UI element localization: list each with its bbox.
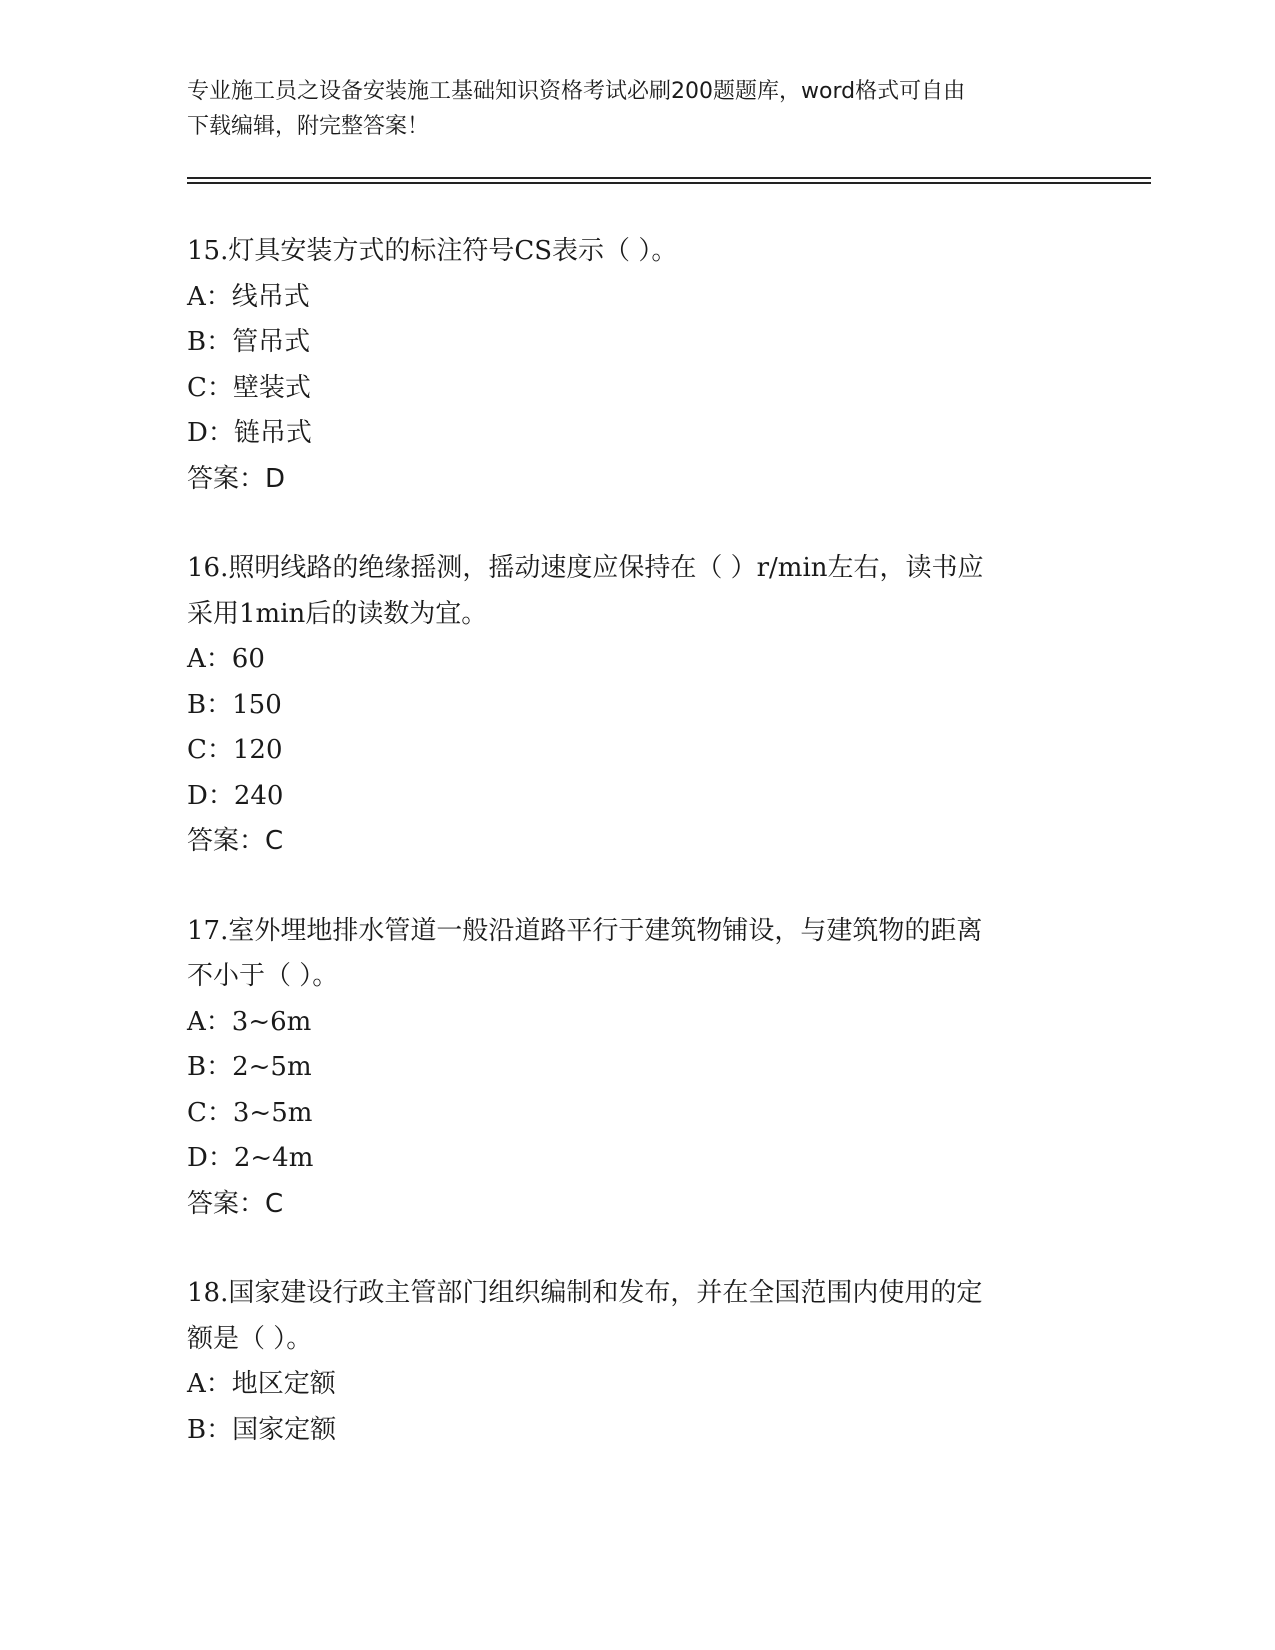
question-list xyxy=(187,229,1087,1497)
question-stem-line-1: 18.国家建设行政主管部门组织编制和发布，并在全国范围内使用的定 xyxy=(187,1278,983,1308)
header-divider-bottom xyxy=(187,182,1151,184)
option-c: C：120 xyxy=(187,735,283,765)
option-a: A：线吊式 xyxy=(187,281,310,312)
question-stem-line-1: 17.室外埋地排水管道一般沿道路平行于建筑物铺设，与建筑物的距离 xyxy=(187,915,983,946)
question-stem-line-2: 不小于（ ）。 xyxy=(187,961,339,991)
question-16 xyxy=(187,546,1087,865)
document-header xyxy=(187,74,1087,144)
option-b: B：管吊式 xyxy=(187,327,311,357)
option-a: A：60 xyxy=(187,644,265,674)
option-c: C：壁装式 xyxy=(187,372,311,403)
question-stem-line-1: 16.照明线路的绝缘摇测，摇动速度应保持在（ ）r/min左右，读书应 xyxy=(187,553,984,583)
question-stem: 15.灯具安装方式的标注符号CS表示（ ）。 xyxy=(187,236,678,266)
question-stem-line-2: 额是（ ）。 xyxy=(187,1323,313,1354)
option-b: B：国家定额 xyxy=(187,1414,337,1445)
question-17 xyxy=(187,909,1087,1228)
option-a: A：3~6m xyxy=(187,1006,312,1037)
option-a: A：地区定额 xyxy=(187,1369,336,1399)
option-d: D：240 xyxy=(187,780,284,811)
option-c: C：3~5m xyxy=(187,1097,313,1128)
answer-line: 答案：D xyxy=(187,463,286,494)
option-d: D：链吊式 xyxy=(187,418,312,448)
question-18 xyxy=(187,1271,1087,1453)
option-b: B：2~5m xyxy=(187,1052,312,1082)
question-stem-line-2: 采用1min后的读数为宜。 xyxy=(187,598,488,629)
header-line-1: 专业施工员之设备安装施工基础知识资格考试必刷200题题库，word格式可自由 xyxy=(187,79,966,104)
option-d: D：2~4m xyxy=(187,1143,314,1173)
header-divider-top xyxy=(187,177,1151,179)
answer-line: 答案：C xyxy=(187,826,284,856)
question-15 xyxy=(187,229,1087,502)
answer-line: 答案：C xyxy=(187,1188,284,1219)
option-b: B：150 xyxy=(187,689,282,720)
header-line-2: 下载编辑，附完整答案！ xyxy=(187,114,430,139)
